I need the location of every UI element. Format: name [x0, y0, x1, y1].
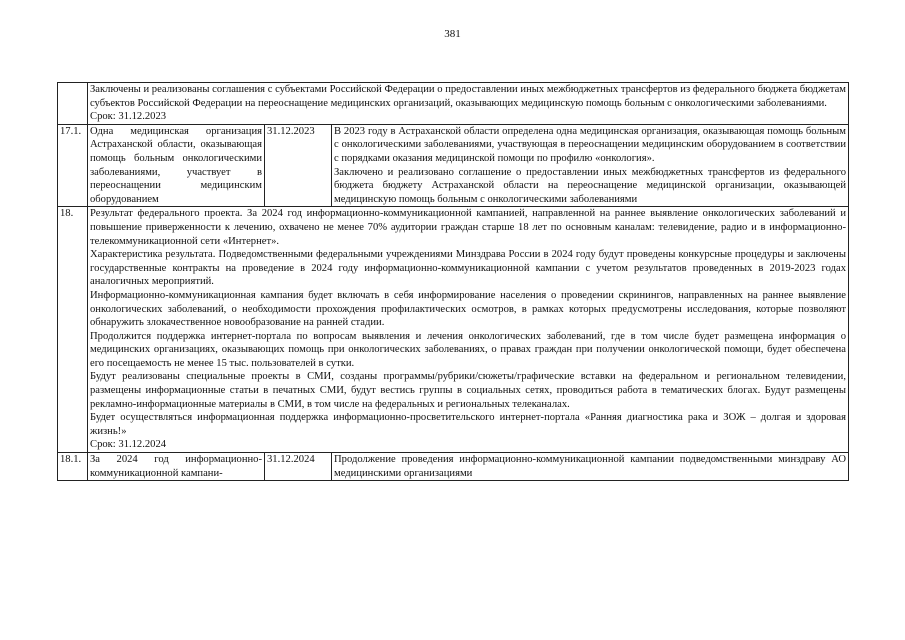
description-paragraph: В 2023 году в Астраханской области определена одна медицинская организация, оказывающая помощь больным с онкологическими заболеваниями, участвующая в переоснащении медицинским оборудованием в соответствии с порядками оказания медицинской помощи по профилю «онкология». [334, 125, 846, 164]
row-number: 18. [58, 207, 88, 453]
measure-name: Одна медицинская организация Астраханской области, оказывающая помощь больным онкологическими заболеваниями, участвует в переоснащении медицинским оборудованием [88, 124, 265, 207]
measure-name-text: За 2024 год информационно-коммуникационной кампани- [90, 454, 262, 479]
result-paragraph: Продолжится поддержка интернет-портала по вопросам выявления и лечения онкологических заболеваний, где в том числе будет размещена информация о медицинских организациях, оказывающих помощь при онкологических заболеваниях, о правах граждан при получении онкологической помощи, будет обеспечена его посещаемость не менее 15 тыс. пользователей в сутки. [90, 330, 846, 369]
result-cell [88, 83, 849, 125]
table-row-18 [58, 207, 849, 453]
result-paragraph: Будут реализованы специальные проекты в СМИ, созданы программы/рубрики/сюжеты/графические вставки на федеральном и региональном телевидении, размещены информационные статьи в печатных СМИ, будут вестись группы в социальных сетях, проводиться работа в тематических блогах. Будут размещены рекламно-информационные материалы в СМИ, в том числе на федеральных и региональных телеканалах. [90, 371, 846, 410]
result-paragraph: Заключены и реализованы соглашения с субъектами Российской Федерации о предоставлении иных межбюджетных трансфертов из федерального бюджета бюджетам субъектов Российской Федерации на переоснащение медицинских организаций, оказывающих медицинскую помощь больным с онкологическими заболеваниями. [90, 84, 846, 109]
measure-description-text: Продолжение проведения информационно-коммуникационной кампании подведомственными минздраву АО медицинскими организациями [334, 454, 846, 479]
row-number: 17.1. [58, 124, 88, 207]
measure-date: 31.12.2023 [265, 124, 332, 207]
description-paragraph: Заключено и реализовано соглашение о предоставлении иных межбюджетных трансфертов из федерального бюджета бюджету Астраханской области на переоснащение медицинской организации, оказывающей медицинскую помощь больным с онкологическими заболеваниями [334, 166, 846, 205]
measure-date [265, 453, 332, 481]
page-number: 381 [444, 28, 461, 40]
result-paragraph: Результат федерального проекта. За 2024 год информационно-коммуникационной кампанией, направленной на раннее выявление онкологических заболеваний и повышение приверженности к лечению, охвачено не менее 70% аудитории граждан старше 18 лет по основным каналам: телевидение, радио и в информационно-телекоммуникационной сети «Интернет». [90, 208, 846, 247]
row-number-text: 18.1. [60, 454, 82, 466]
measures-table [57, 82, 849, 481]
result-cell [88, 207, 849, 453]
deadline-text: Срок: 31.12.2023 [90, 111, 167, 123]
result-paragraph: Будет осуществляться информационная поддержка информационно-просветительского интернет-портала «Ранняя диагностика рака и ЗОЖ – долгая и здоровая жизнь!» [90, 412, 846, 437]
measure-description [332, 124, 849, 207]
row-number-cell [58, 83, 88, 125]
measure-name [88, 453, 265, 481]
table-row-18-1 [58, 453, 849, 481]
deadline-text: Срок: 31.12.2024 [90, 439, 167, 451]
result-characteristic: Характеристика результата. Подведомственными федеральными учреждениями Минздрава России в 2024 году будут проведены конкурсные процедуры и заключены государственные контракты на проведение в 2024 году информационно-коммуникационной кампании с учетом результатов проведенных в 2019-2023 годах аналогичных мероприятий. [90, 249, 846, 288]
table-row-continuation [58, 83, 849, 125]
measure-date-text: 31.12.2024 [267, 454, 315, 466]
result-paragraph: Информационно-коммуникационная кампания будет включать в себя информирование населения о проведении скринингов, направленных на раннее выявление онкологических заболеваний, о необходимости прохождения профилактических осмотров, в рамках которых предусмотрены исследования, которые позволяют обнаружить злокачественное новообразование на ранней стадии. [90, 289, 846, 329]
table-row-17-1 [58, 124, 849, 207]
measure-description [332, 453, 849, 481]
row-number [58, 453, 88, 481]
